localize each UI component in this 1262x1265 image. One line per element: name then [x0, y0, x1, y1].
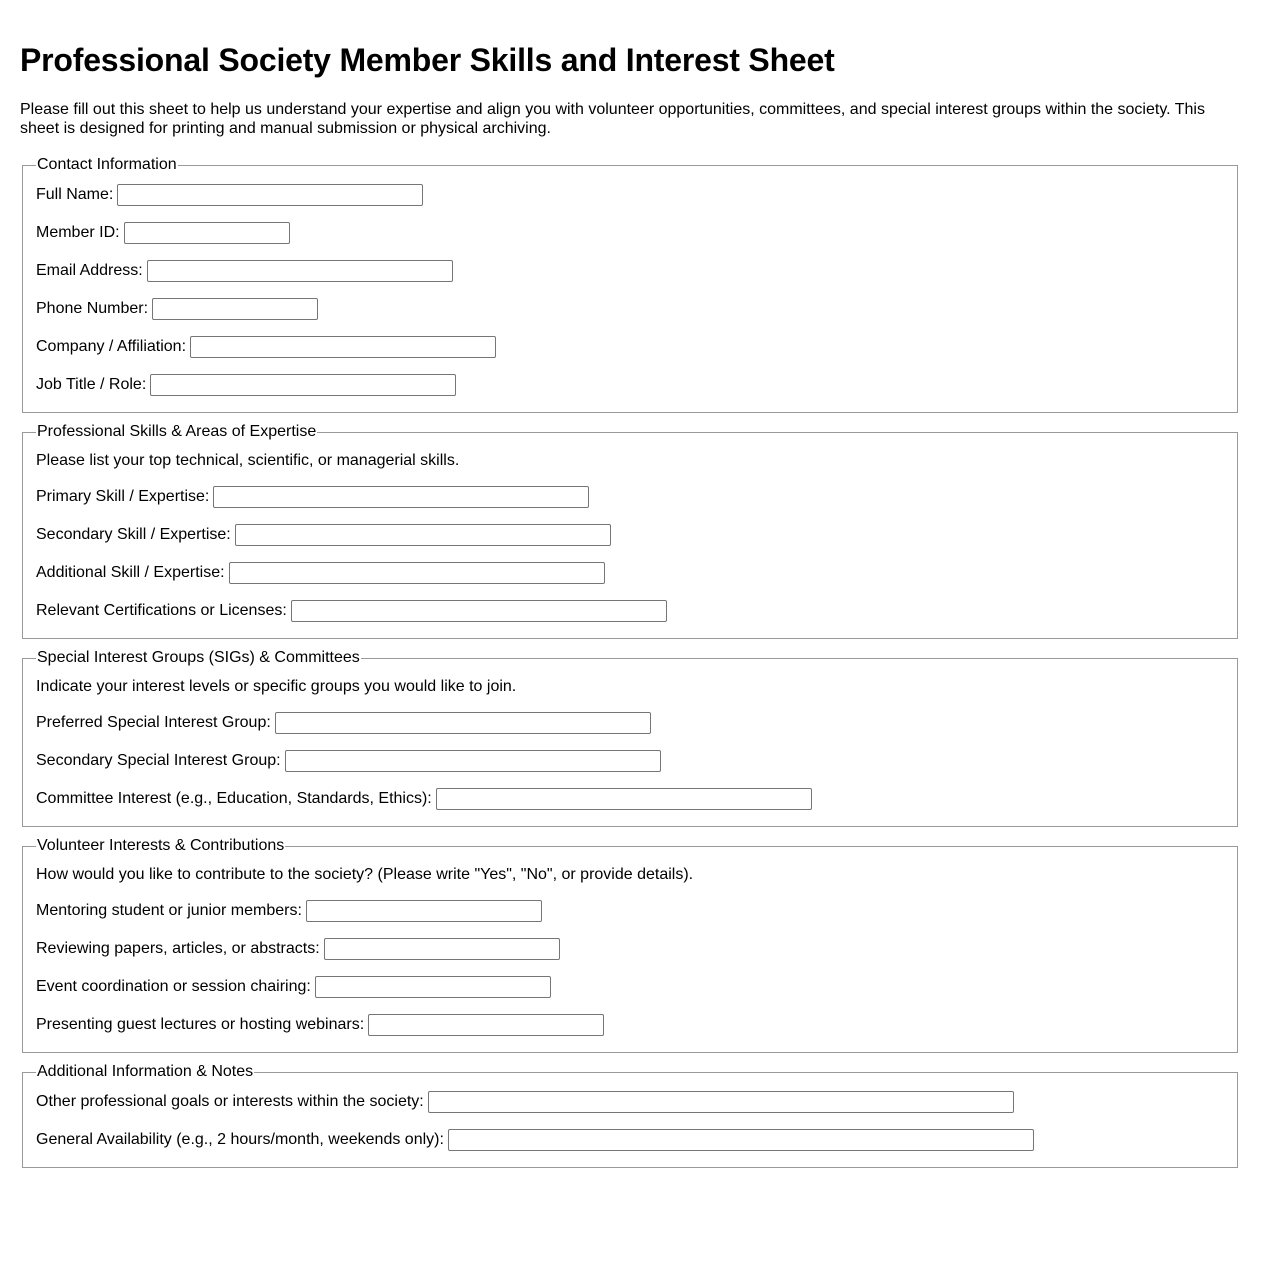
reviewing-row [36, 938, 1223, 960]
committee-input[interactable] [436, 788, 812, 810]
sigs-legend: Special Interest Groups (SIGs) & Committees [37, 649, 360, 666]
volunteer-legend: Volunteer Interests & Contributions [37, 837, 285, 854]
additional-skill-label: Additional Skill / Expertise: [36, 564, 225, 581]
additional-skill-row [36, 562, 1223, 584]
skills-section [22, 423, 1238, 639]
phone-row [36, 298, 1223, 320]
job-title-label: Job Title / Role: [36, 376, 147, 393]
mentoring-input[interactable] [306, 900, 542, 922]
member-id-row [36, 222, 1223, 244]
goals-input[interactable] [428, 1091, 1014, 1113]
additional-info-section [22, 1063, 1238, 1168]
full-name-input[interactable] [117, 184, 423, 206]
member-id-input[interactable] [124, 222, 290, 244]
volunteer-hint: How would you like to contribute to the society? (Please write "Yes", "No", or provide details). [36, 866, 694, 883]
company-label: Company / Affiliation: [36, 338, 187, 355]
certifications-row [36, 600, 1223, 622]
skills-hint: Please list your top technical, scientific, or managerial skills. [36, 452, 460, 469]
contact-information-legend: Contact Information [37, 156, 177, 173]
member-id-label: Member ID: [36, 224, 120, 241]
goals-row [36, 1091, 1223, 1113]
secondary-skill-input[interactable] [235, 524, 611, 546]
company-input[interactable] [190, 336, 496, 358]
events-label: Event coordination or session chairing: [36, 978, 311, 995]
company-row [36, 336, 1223, 358]
events-input[interactable] [315, 976, 551, 998]
intro-text: Please fill out this sheet to help us understand your expertise and align you with volunteer opportunities, committees, and special interest groups within the society. This sheet is designed for printing and manual submission or physical archiving. [20, 101, 1205, 137]
secondary-sig-row [36, 750, 1223, 772]
primary-skill-row [36, 486, 1223, 508]
secondary-skill-label: Secondary Skill / Expertise: [36, 526, 231, 543]
goals-label: Other professional goals or interests within the society: [36, 1093, 424, 1110]
full-name-row [36, 184, 1223, 206]
sigs-hint: Indicate your interest levels or specific groups you would like to join. [36, 678, 517, 695]
email-row [36, 260, 1223, 282]
secondary-skill-row [36, 524, 1223, 546]
phone-input[interactable] [152, 298, 318, 320]
committee-label: Committee Interest (e.g., Education, Standards, Ethics): [36, 790, 432, 807]
additional-skill-input[interactable] [229, 562, 605, 584]
email-input[interactable] [147, 260, 453, 282]
skills-legend: Professional Skills & Areas of Expertise [37, 423, 317, 440]
availability-row [36, 1129, 1223, 1151]
phone-label: Phone Number: [36, 300, 149, 317]
page-title: Professional Society Member Skills and Interest Sheet [20, 42, 835, 78]
preferred-sig-row [36, 712, 1223, 734]
availability-input[interactable] [448, 1129, 1034, 1151]
sigs-section [22, 649, 1238, 827]
reviewing-label: Reviewing papers, articles, or abstracts: [36, 940, 320, 957]
job-title-input[interactable] [150, 374, 456, 396]
lectures-input[interactable] [368, 1014, 604, 1036]
secondary-sig-label: Secondary Special Interest Group: [36, 752, 281, 769]
certifications-input[interactable] [291, 600, 667, 622]
lectures-label: Presenting guest lectures or hosting webinars: [36, 1016, 365, 1033]
volunteer-section [22, 837, 1238, 1053]
preferred-sig-input[interactable] [275, 712, 651, 734]
mentoring-row [36, 900, 1223, 922]
primary-skill-label: Primary Skill / Expertise: [36, 488, 210, 505]
certifications-label: Relevant Certifications or Licenses: [36, 602, 287, 619]
additional-info-legend: Additional Information & Notes [37, 1063, 254, 1080]
primary-skill-input[interactable] [213, 486, 589, 508]
email-label: Email Address: [36, 262, 143, 279]
committee-row [36, 788, 1223, 810]
availability-label: General Availability (e.g., 2 hours/month, weekends only): [36, 1131, 444, 1148]
preferred-sig-label: Preferred Special Interest Group: [36, 714, 271, 731]
secondary-sig-input[interactable] [285, 750, 661, 772]
reviewing-input[interactable] [324, 938, 560, 960]
events-row [36, 976, 1223, 998]
full-name-label: Full Name: [36, 186, 114, 203]
lectures-row [36, 1014, 1223, 1036]
mentoring-label: Mentoring student or junior members: [36, 902, 302, 919]
job-title-row [36, 374, 1223, 396]
contact-information-section [22, 156, 1238, 413]
